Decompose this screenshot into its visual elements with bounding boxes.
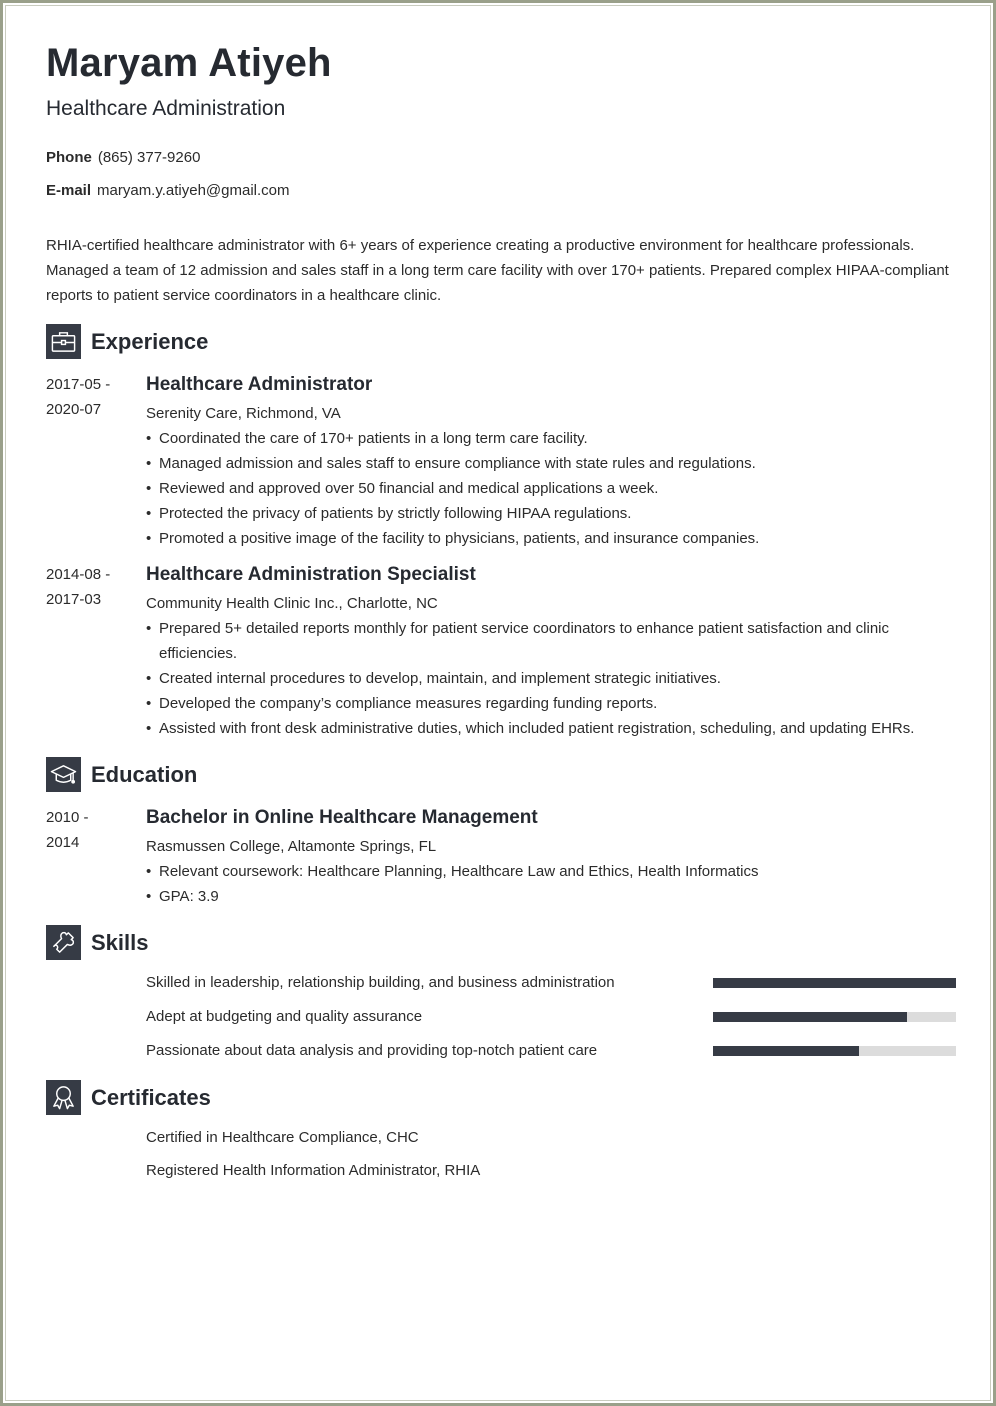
graduation-cap-icon (46, 757, 81, 792)
list-item: • Developed the company’s compliance measures regarding funding reports. (146, 691, 958, 716)
candidate-title: Healthcare Administration (46, 97, 286, 120)
list-item: • Protected the privacy of patients by strictly following HIPAA regulations. (146, 501, 958, 526)
education-body (146, 805, 958, 909)
list-item: • Created internal procedures to develop, maintain, and implement strategic initiatives. (146, 666, 958, 691)
certificate-item: Registered Health Information Administrator, RHIA (146, 1162, 481, 1179)
date-start: 2010 - (46, 809, 89, 826)
briefcase-icon (46, 324, 81, 359)
bullet-list (146, 426, 958, 551)
contact-email (46, 182, 290, 199)
experience-section-header (46, 324, 208, 359)
skill-level-fill (713, 1012, 907, 1022)
experience-date (46, 562, 136, 612)
skill-level-bar (713, 1046, 956, 1056)
skill-level-fill (713, 1046, 859, 1056)
list-item: • Managed admission and sales staff to ensure compliance with state rules and regulations. (146, 451, 958, 476)
date-start: 2014-08 - (46, 566, 111, 583)
employer: Serenity Care, Richmond, VA (146, 405, 341, 422)
education-date (46, 805, 136, 855)
list-item: • Prepared 5+ detailed reports monthly for patient service coordinators to enhance patient satisfaction and clinic efficiencies. (146, 616, 958, 666)
skill-level-fill (713, 978, 956, 988)
date-end: 2020-07 (46, 401, 102, 418)
list-item: • Coordinated the care of 170+ patients in a long term care facility. (146, 426, 958, 451)
summary-paragraph: RHIA-certified healthcare administrator with 6+ years of experience creating a productive environment for healthcare professionals. Managed a team of 12 admission and sales staff in a long term care facility with over 170+ patients. Prepared complex HIPAA-compliant reports to patient service coordinators in a healthcare clinic. (46, 237, 949, 304)
experience-entry (46, 562, 958, 742)
experience-body (146, 562, 958, 741)
date-start: 2017-05 - (46, 376, 111, 393)
skill-row (146, 1007, 956, 1027)
bullet-list (146, 616, 958, 741)
school-name: Rasmussen College, Altamonte Springs, FL (146, 838, 437, 855)
skills-section-title: Skills (91, 929, 149, 955)
date-end: 2014 (46, 834, 80, 851)
email-label: E-mail (46, 182, 92, 199)
education-section-header (46, 757, 197, 792)
list-item: • Reviewed and approved over 50 financial and medical applications a week. (146, 476, 958, 501)
phone-value: (865) 377-9260 (97, 149, 201, 166)
skill-label: Passionate about data analysis and providing top-notch patient care (146, 1042, 598, 1059)
skill-row (146, 1041, 956, 1061)
award-icon (46, 1080, 81, 1115)
certificate-item: Certified in Healthcare Compliance, CHC (146, 1129, 419, 1146)
bullet-list (146, 859, 958, 909)
skill-level-bar (713, 1012, 956, 1022)
job-title: Healthcare Administration Specialist (146, 564, 476, 585)
certificates-section-header (46, 1080, 211, 1115)
experience-section-title: Experience (91, 328, 209, 354)
candidate-name: Maryam Atiyeh (46, 41, 332, 85)
contact-phone (46, 149, 200, 166)
phone-label: Phone (46, 149, 92, 166)
experience-entry (46, 372, 958, 552)
experience-date (46, 372, 136, 422)
list-item: • Relevant coursework: Healthcare Planning, Healthcare Law and Ethics, Health Informatics (146, 859, 958, 884)
skills-section-header (46, 925, 148, 960)
puzzle-icon (46, 925, 81, 960)
job-title: Healthcare Administrator (146, 374, 373, 395)
list-item: • Promoted a positive image of the facility to physicians, patients, and insurance companies. (146, 526, 958, 551)
experience-body (146, 372, 958, 551)
email-value: maryam.y.atiyeh@gmail.com (97, 182, 290, 199)
list-item: • Assisted with front desk administrative duties, which included patient registration, scheduling, and updating EHRs. (146, 716, 958, 741)
skill-row (146, 973, 956, 993)
list-item: • GPA: 3.9 (146, 884, 958, 909)
skill-level-bar (713, 978, 956, 988)
employer: Community Health Clinic Inc., Charlotte, NC (146, 595, 438, 612)
certificates-section-title: Certificates (91, 1084, 211, 1110)
skill-label: Adept at budgeting and quality assurance (146, 1008, 423, 1025)
skill-label: Skilled in leadership, relationship building, and business administration (146, 974, 615, 991)
date-end: 2017-03 (46, 591, 102, 608)
education-section-title: Education (91, 761, 198, 787)
education-entry (46, 805, 958, 915)
degree-title: Bachelor in Online Healthcare Management (146, 807, 538, 828)
